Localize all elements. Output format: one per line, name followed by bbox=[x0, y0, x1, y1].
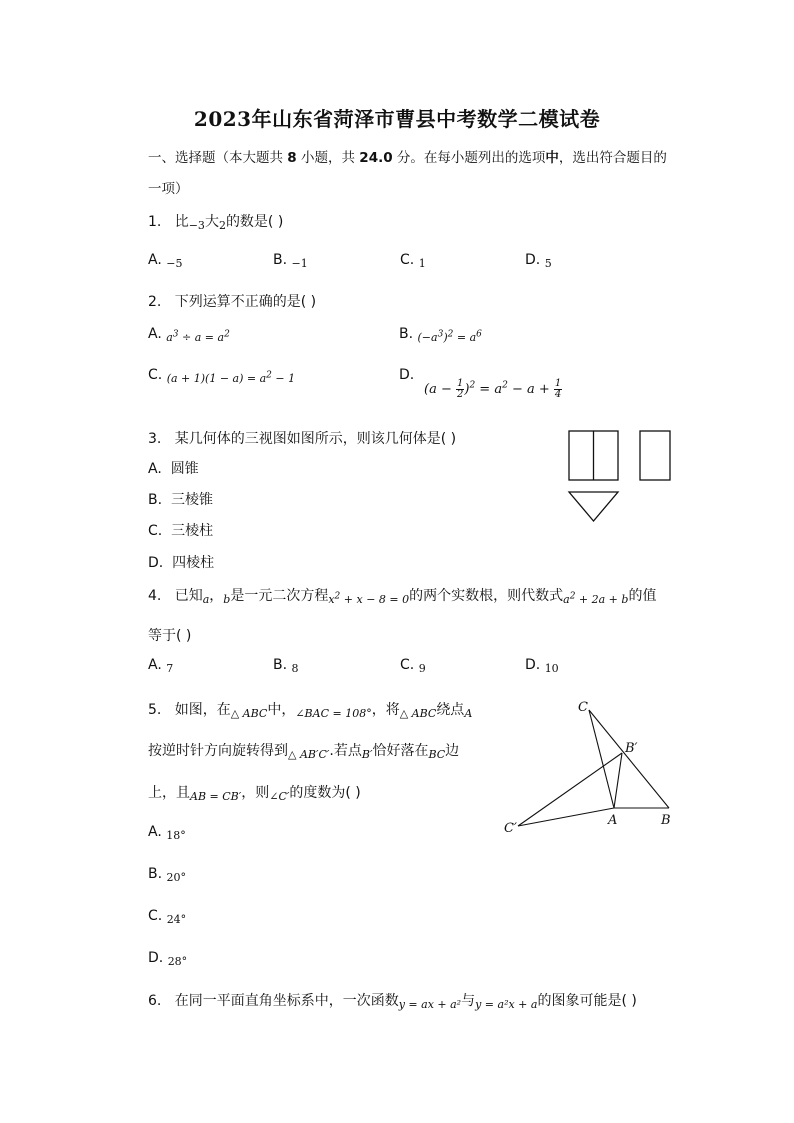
question-5: 5. 如图，在$_{\triangle ABC}$中，$_{\angle BAC = 108^\circ}$，将$_{\triangle ABC}$绕点$_A$ bbox=[148, 702, 473, 720]
label-Cp: C′ bbox=[504, 821, 517, 836]
q1-option-d[interactable]: D. $_5$ bbox=[525, 252, 552, 270]
segment-CpA bbox=[518, 808, 614, 826]
q3-option-d[interactable]: D. 四棱柱 bbox=[148, 555, 215, 571]
question-4: 4. 已知$_a$，$_b$是一元二次方程$_{x^2 + x - 8 = 0}$的两个实数根，则代数式$_{a^2 + 2a + b}$的值 bbox=[148, 588, 657, 606]
q2-option-c[interactable]: C. $_{(a + 1)(1 - a) = a^2 - 1}$ bbox=[148, 367, 296, 385]
q3-option-b[interactable]: B. 三棱锥 bbox=[148, 492, 213, 508]
question-3: 3. 某几何体的三视图如图所示，则该几何体是( ) bbox=[148, 431, 457, 447]
q4-option-d[interactable]: D. $_{10}$ bbox=[525, 657, 559, 675]
q2-option-d-formula: (a − $\frac{1}{2}$ )$^2 = a^2 - a$ + $\frac{1}{4}$ bbox=[424, 378, 562, 400]
label-C: C bbox=[578, 700, 588, 715]
question-2: 2. 下列运算不正确的是( ) bbox=[148, 294, 317, 310]
q1-option-c[interactable]: C. $_1$ bbox=[400, 252, 426, 270]
q3-option-a[interactable]: A. 圆锥 bbox=[148, 461, 199, 477]
q1-option-b[interactable]: B. $_{-1}$ bbox=[273, 252, 308, 270]
question-5-line3: 上，且$_{AB = CB'}$，则$_{\angle C'}$的度数为( ) bbox=[148, 785, 361, 803]
q2-option-d[interactable]: D. bbox=[399, 367, 415, 383]
label-A: A bbox=[608, 813, 618, 828]
segment-CpBp bbox=[518, 753, 622, 826]
section-heading: 一、选择题（本大题共 8 小题，共 24.0 分。在每小题列出的选项中，选出符合题目的 bbox=[148, 150, 667, 166]
top-view bbox=[569, 492, 618, 521]
question-6: 6. 在同一平面直角坐标系中，一次函数$_{y = ax + a^2}$与$_{y = a^2x + a}$的图象可能是( ) bbox=[148, 993, 637, 1011]
q5-option-c[interactable]: C. $_{24^\circ}$ bbox=[148, 908, 187, 926]
rotation-triangle-figure bbox=[498, 696, 684, 840]
q2-option-a[interactable]: A. $_{a^3 \div a = a^2}$ bbox=[148, 326, 230, 344]
q4-option-a[interactable]: A. $_7$ bbox=[148, 657, 174, 675]
side-view bbox=[640, 431, 670, 480]
label-Bp: B′ bbox=[625, 741, 638, 756]
three-view-figure bbox=[566, 428, 676, 526]
segment-ABp bbox=[614, 753, 622, 808]
q5-option-b[interactable]: B. $_{20^\circ}$ bbox=[148, 866, 187, 884]
question-4-line2: 等于( ) bbox=[148, 628, 192, 644]
q3-option-c[interactable]: C. 三棱柱 bbox=[148, 523, 214, 539]
q2-option-b[interactable]: B. $_{(-a^3)^2 = a^6}$ bbox=[399, 326, 482, 344]
question-1: 1. 比$_{-3}$大$_2$的数是( ) bbox=[148, 214, 284, 232]
q4-option-b[interactable]: B. $_8$ bbox=[273, 657, 299, 675]
question-5-line2: 按逆时针方向旋转得到$_{\triangle AB'C'}$.若点$_{B'}$恰好落在$_{BC}$边 bbox=[148, 743, 460, 761]
q5-option-d[interactable]: D. $_{28^\circ}$ bbox=[148, 950, 188, 968]
q5-option-a[interactable]: A. $_{18^\circ}$ bbox=[148, 824, 186, 842]
section-heading-line2: 一项） bbox=[148, 181, 189, 197]
q1-option-a[interactable]: A. $_{-5}$ bbox=[148, 252, 183, 270]
label-B: B bbox=[661, 813, 671, 828]
q4-option-c[interactable]: C. $_9$ bbox=[400, 657, 426, 675]
page-title: 2023年山东省菏泽市曹县中考数学二模试卷 bbox=[193, 107, 601, 131]
